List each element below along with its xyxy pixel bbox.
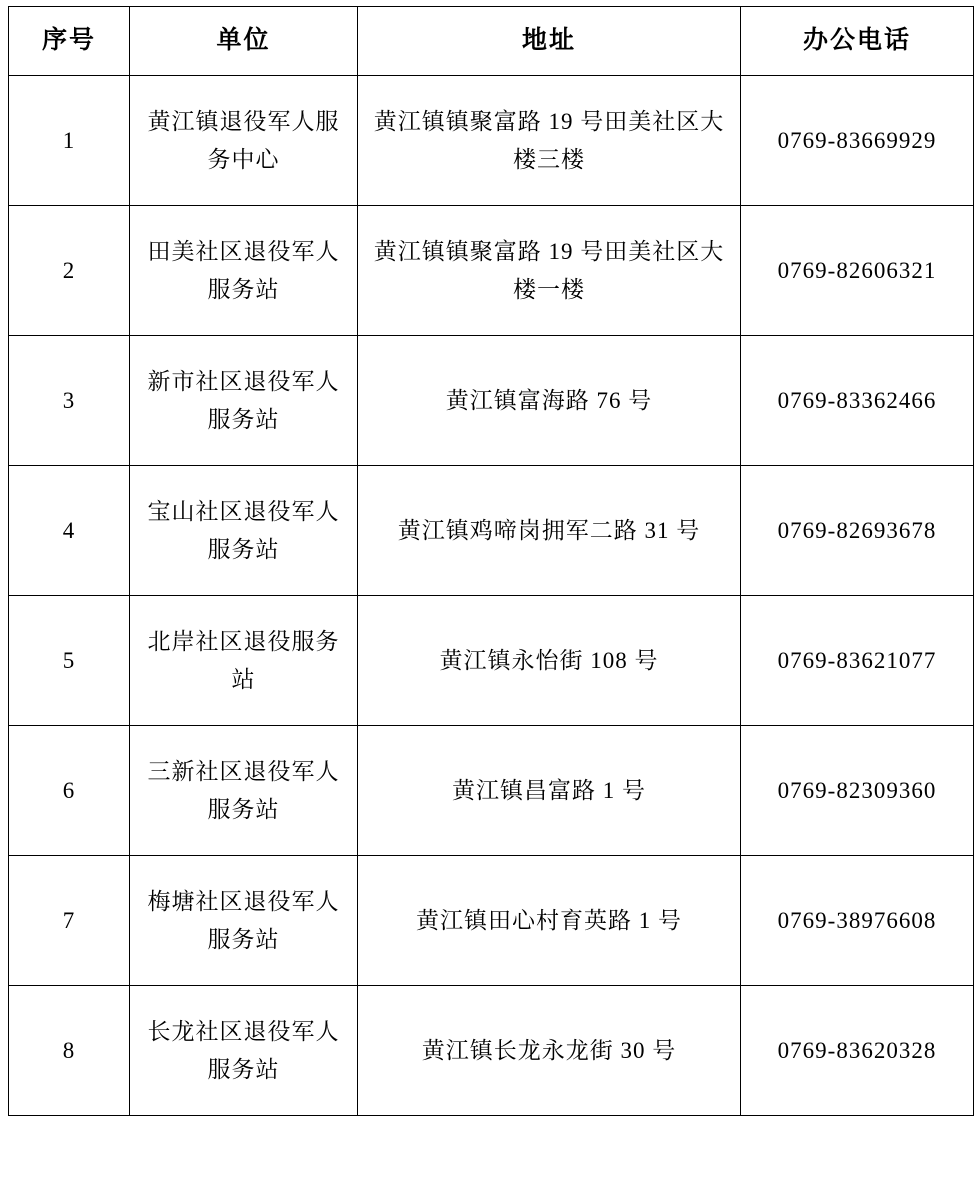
table-row (9, 76, 974, 206)
cell-unit: 黄江镇退役军人服务中心 (130, 76, 358, 206)
cell-address: 黄江镇长龙永龙街 30 号 (358, 986, 741, 1116)
column-header-index: 序号 (9, 7, 130, 76)
cell-phone: 0769-83621077 (741, 596, 974, 726)
cell-phone: 0769-83362466 (741, 336, 974, 466)
cell-phone: 0769-82693678 (741, 466, 974, 596)
cell-address: 黄江镇永怡街 108 号 (358, 596, 741, 726)
table-row (9, 596, 974, 726)
cell-unit: 三新社区退役军人服务站 (130, 726, 358, 856)
cell-unit: 长龙社区退役军人服务站 (130, 986, 358, 1116)
service-center-contact-table (8, 6, 974, 1116)
column-header-phone: 办公电话 (741, 7, 974, 76)
cell-address: 黄江镇田心村育英路 1 号 (358, 856, 741, 986)
cell-unit: 梅塘社区退役军人服务站 (130, 856, 358, 986)
cell-index: 3 (9, 336, 130, 466)
cell-index: 8 (9, 986, 130, 1116)
table-row (9, 466, 974, 596)
cell-phone: 0769-83669929 (741, 76, 974, 206)
cell-phone: 0769-82309360 (741, 726, 974, 856)
cell-address: 黄江镇富海路 76 号 (358, 336, 741, 466)
table-row (9, 336, 974, 466)
cell-address: 黄江镇镇聚富路 19 号田美社区大楼三楼 (358, 76, 741, 206)
table-header-row (9, 7, 974, 76)
cell-index: 6 (9, 726, 130, 856)
cell-phone: 0769-83620328 (741, 986, 974, 1116)
cell-index: 4 (9, 466, 130, 596)
table-body (9, 76, 974, 1116)
cell-address: 黄江镇鸡啼岗拥军二路 31 号 (358, 466, 741, 596)
cell-phone: 0769-82606321 (741, 206, 974, 336)
cell-index: 2 (9, 206, 130, 336)
cell-address: 黄江镇镇聚富路 19 号田美社区大楼一楼 (358, 206, 741, 336)
cell-address: 黄江镇昌富路 1 号 (358, 726, 741, 856)
table-header (9, 7, 974, 76)
cell-unit: 宝山社区退役军人服务站 (130, 466, 358, 596)
cell-unit: 新市社区退役军人服务站 (130, 336, 358, 466)
cell-unit: 田美社区退役军人服务站 (130, 206, 358, 336)
table-row (9, 986, 974, 1116)
cell-unit: 北岸社区退役服务站 (130, 596, 358, 726)
cell-phone: 0769-38976608 (741, 856, 974, 986)
cell-index: 1 (9, 76, 130, 206)
cell-index: 5 (9, 596, 130, 726)
table-row (9, 206, 974, 336)
table-row (9, 726, 974, 856)
cell-index: 7 (9, 856, 130, 986)
column-header-address: 地址 (358, 7, 741, 76)
column-header-unit: 单位 (130, 7, 358, 76)
table-row (9, 856, 974, 986)
